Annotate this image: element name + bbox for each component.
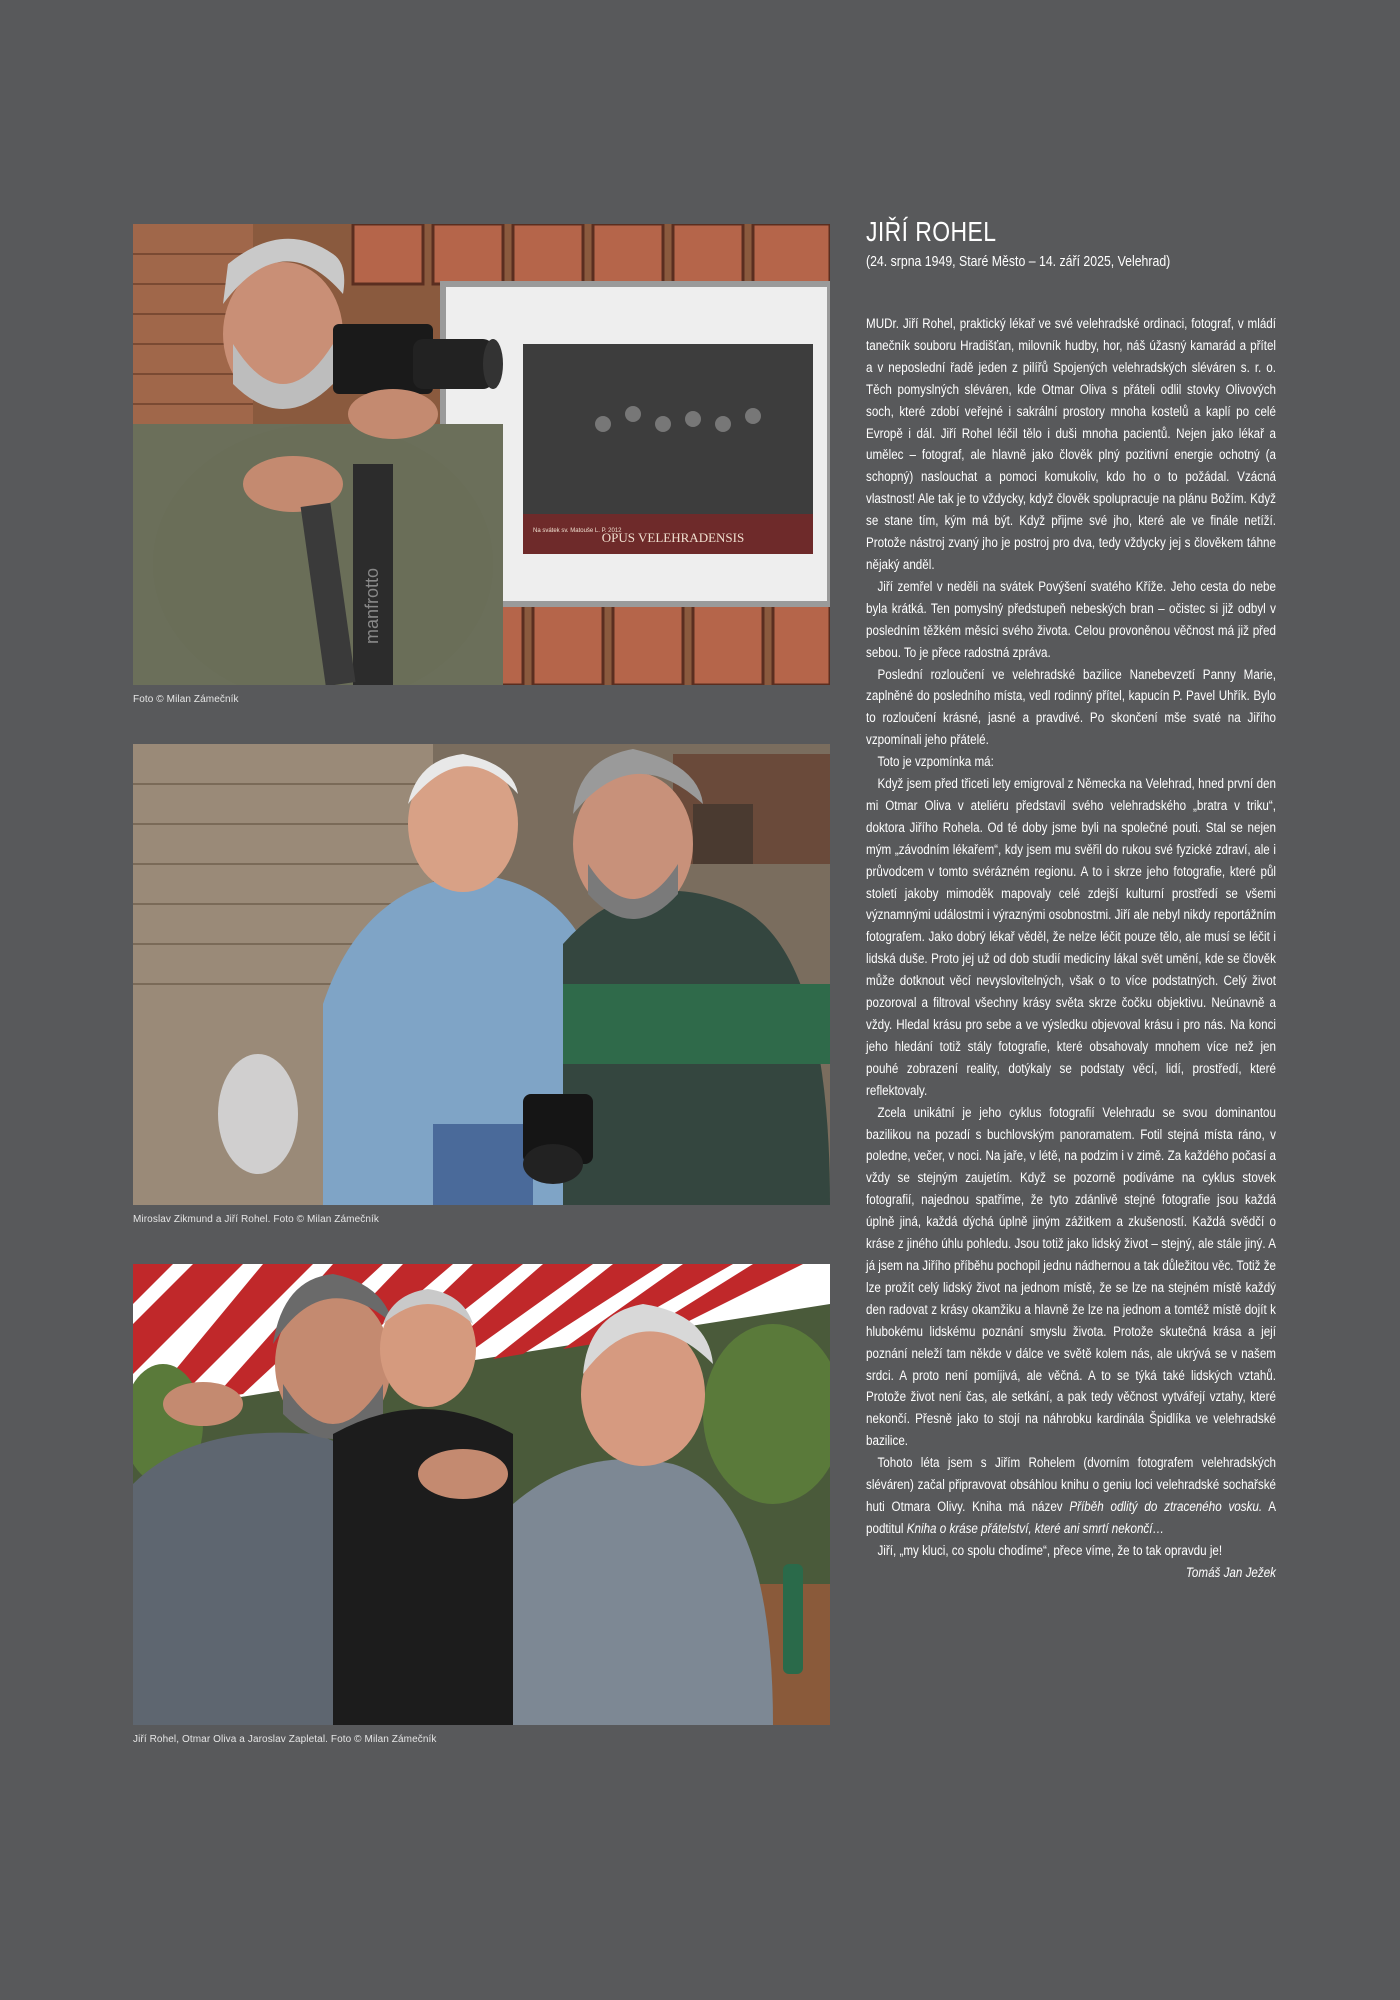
closing-line: Jiří, „my kluci, co spolu chodíme“, přece víme, že to tak opravdu je! [877,1542,1223,1559]
photo-1-image [133,224,830,685]
paragraph-7 [866,1453,1276,1541]
photo-3-block [133,1264,830,1745]
paragraph-5: Když jsem před třiceti lety emigroval z Německa na Velehrad, hned první den mi Otmar Oliva v ateliéru představil svého velehradského „bratra v triku“, doktora Jiřího Rohela. Od té doby jsme byli na společné pouti. Stal se nejen mým „závodním lékařem“, kdy jsem mu svěřil do rukou své fyzické zdraví, ale i průvodcem v tomto svérázném regionu. A to i skrze jeho fotografie, které půl století jakoby mimoděk mapovaly celé zdejší kulturní prostředí se všemi významnými událostmi i výraznými osobnostmi. Jiří ale nebyl nikdy reportážním fotografem. Jako dobrý lékař věděl, že nelze léčit pouze tělo, ale musí se léčit i lidská duše. Proto jej už od dob studií medicíny lákal svět umění, kde se člověk může dotknout věcí nevyslovitelných, však o to více podstatných. Celý život pozoroval a filtroval všechny krásy světa skrze čočku objektivu. Neúnavně a vždy. Hledal krásu pro sebe a ve výsledku objevoval krásu i pro nás. Na konci jeho hledání totiž stály fotografie, které obsahovaly mnohem více než jen pouhé zobrazení reality, dotýkaly se podstaty věcí, lidí, prostředí, které reflektovaly. [866,776,1276,1099]
photo-3-caption: Jiří Rohel, Otmar Oliva a Jaroslav Zapletal. Foto © Milan Zámečník [133,1734,437,1745]
photo-2-image [133,744,830,1205]
photo-3-image [133,1264,830,1725]
author-signature: Tomáš Jan Ježek [1185,1564,1276,1581]
paragraph-3: Poslední rozloučení ve velehradské bazilice Nanebevzetí Panny Marie, zaplněné do posledního místa, vedl rodinný přítel, kapucín P. Pavel Uhřík. Bylo to rozloučení krásné, jasné a pravdivé. Po skončení mše svaté na Jiřího vzpomínali jeho přátelé. [866,666,1276,749]
tripod-label: manfrotto [362,567,382,644]
photo-2-block [133,744,830,1225]
poster-caption: Na svátek sv. Matouše L. P. 2012 [533,528,622,534]
paragraph-4: Toto je vzpomínka má: [877,754,994,771]
photo-photographer-with-camera [133,224,830,685]
book-subtitle: Kniha o kráse přátelství, které ani smrtí nekončí… [906,1520,1165,1537]
paragraph-6: Zcela unikátní je jeho cyklus fotografií Velehradu se svou dominantou bazilikou na pozadí s buchlovským panoramatem. Fotil stejná místa ráno, v poledne, večer, v noci. Na jaře, v létě, na podzim i v zimě. Za každého počasí a vždy se stejným zaujetím. Když se pozorně podíváme na cyklus stovek fotografií, najednou spatříme, že tyto zdánlivě stejné fotografie jsou každá úplně jiná, každá dýchá úplně jiným zážitkem a zkušeností. Každá svědčí o kráse z jiného úhlu pohledu. Jsou totiž jako lidský život – stejný, ale stále jiný. A já jsem na Jiřího příběhu pochopil jednu nádhernou a tak důležitou věc. Totiž že lze prožít celý lidský život na jednom místě, že se lze na stejném místě každý den radovat z krásy okamžiku a hlavně že lze na jednom a tomtéž místě dojít k hlubokému lidskému poznání smyslu života. Protože skutečná krása a její poznání neleží tam někde v dálce ve světě kolem nás, ale ukrývá se v našem srdci. A proto není pomíjivá, ale věčná. A to se týká také lidských vztahů. Protože život není čas, ale setkání, a pak tedy věčnost vytvářejí vztahy, které nekončí. Přesně jako to stojí na náhrobku kardinála Špidlíka ve velehradské bazilice. [866,1104,1276,1450]
photo-column [133,224,830,1745]
photo-2-caption: Miroslav Zikmund a Jiří Rohel. Foto © Milan Zámečník [133,1214,379,1225]
article-title: JIŘÍ ROHEL [866,216,997,247]
photo-1-caption: Foto © Milan Zámečník [133,694,239,705]
article-subtitle: (24. srpna 1949, Staré Město – 14. září 2025, Velehrad) [866,253,1171,270]
text-column [866,214,1276,1585]
paragraph-2: Jiří zemřel v neděli na svátek Povýšení svatého Kříže. Jeho cesta do nebe byla krátká. Ten pomyslný předstupeň nebeských bran – očistec si již odbyl v posledním těžkém měsíci svého života. Celou provoněnou věčnost má již před sebou. To je přece radostná zpráva. [866,578,1276,661]
article-body [866,314,1276,1585]
poster-label: OPUS VELEHRADENSIS [601,530,745,545]
photo-rohel-oliva-zapletal [133,1264,830,1725]
paragraph-7-text-2: A podtitul [866,1498,1276,1537]
photo-zikmund-and-rohel [133,744,830,1205]
paragraph-1: MUDr. Jiří Rohel, praktický lékař ve své velehradské ordinaci, fotograf, v mládí tanečník souboru Hradišťan, milovník hudby, hor, náš úžasný kamarád a přítel a v neposlední řadě jeden z pilířů Spojených velehradských sléváren s. r. o. Těch pomyslných sléváren, kde Otmar Oliva s přáteli odlil stovky Olivových soch, které zdobí veřejné i sakrální prostory mnoha kostelů a kaplí po celé Evropě i dál. Jiří Rohel léčil tělo i duši mnoha pacientů. Nejen jako lékař a umělec – fotograf, ale hlavně jako člověk plný pozitivní energie ochotný (a schopný) naslouchat a pomoci komukoliv, kdo ho o to požádal. Vzácná vlastnost! Ale tak je to vždycky, když člověk spolupracuje na plánu Božím. Když se stane tím, kým má být. Když přijme své jho, které ale ve finále netíží. Protože nástroj zvaný jho je postroj pro dva, tedy vždycky jej s člověkem táhne nějaký anděl. [866,316,1276,573]
photo-1-block [133,224,830,705]
paragraph-7-text-1: Tohoto léta jsem s Jiřím Rohelem (dvorním fotografem velehradských sléváren) začal připravovat obsáhlou knihu o geniu loci velehradské sochařské huti Otmara Olivy. Kniha má název [866,1455,1276,1515]
book-title: Příběh odlitý do ztraceného vosku. [1069,1498,1263,1515]
